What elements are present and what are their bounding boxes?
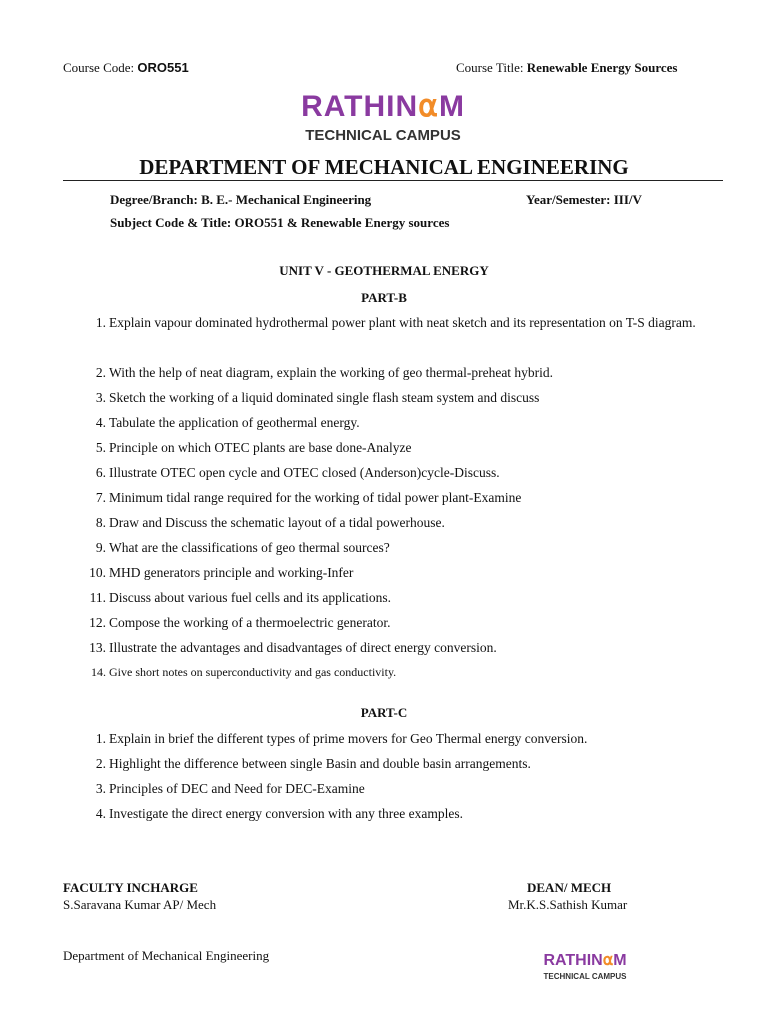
department-title: DEPARTMENT OF MECHANICAL ENGINEERING bbox=[139, 155, 629, 179]
course-title-label: Course Title: bbox=[456, 60, 524, 75]
faculty-incharge-name: S.Saravana Kumar AP/ Mech bbox=[63, 897, 217, 912]
dean-name: Mr.K.S.Sathish Kumar bbox=[508, 897, 628, 912]
svg-text:TECHNICAL CAMPUS: TECHNICAL CAMPUS bbox=[305, 127, 461, 144]
title-divider bbox=[63, 180, 723, 181]
degree-branch: Degree/Branch: B. E.- Mechanical Engineering bbox=[110, 192, 372, 207]
subject-code-title: Subject Code & Title: ORO551 & Renewable Energy sources bbox=[110, 215, 450, 230]
course-code-value: ORO551 bbox=[137, 60, 189, 75]
logo-mark bbox=[270, 88, 496, 146]
svg-text:RATHIN⍺M: RATHIN⍺M bbox=[543, 952, 627, 969]
dean-title: DEAN/ MECH bbox=[527, 880, 612, 895]
course-title-value: Renewable Energy Sources bbox=[526, 60, 678, 75]
faculty-incharge-title: FACULTY INCHARGE bbox=[63, 880, 198, 895]
footer-logo-mark bbox=[530, 948, 640, 984]
course-code bbox=[63, 60, 189, 76]
svg-text:RATHIN⍺M: RATHIN⍺M bbox=[301, 90, 465, 123]
course-title bbox=[456, 60, 678, 76]
year-semester: Year/Semester: III/V bbox=[526, 192, 642, 207]
rathinam-logo bbox=[270, 88, 496, 151]
part-b-title: PART-B bbox=[361, 290, 407, 305]
part-c-title: PART-C bbox=[360, 705, 408, 720]
course-code-label: Course Code: bbox=[63, 60, 135, 75]
unit-title: UNIT V - GEOTHERMAL ENERGY bbox=[279, 263, 489, 278]
svg-text:TECHNICAL CAMPUS: TECHNICAL CAMPUS bbox=[543, 972, 627, 981]
footer-department: Department of Mechanical Engineering bbox=[63, 948, 270, 963]
footer-rathinam-logo bbox=[530, 948, 640, 989]
